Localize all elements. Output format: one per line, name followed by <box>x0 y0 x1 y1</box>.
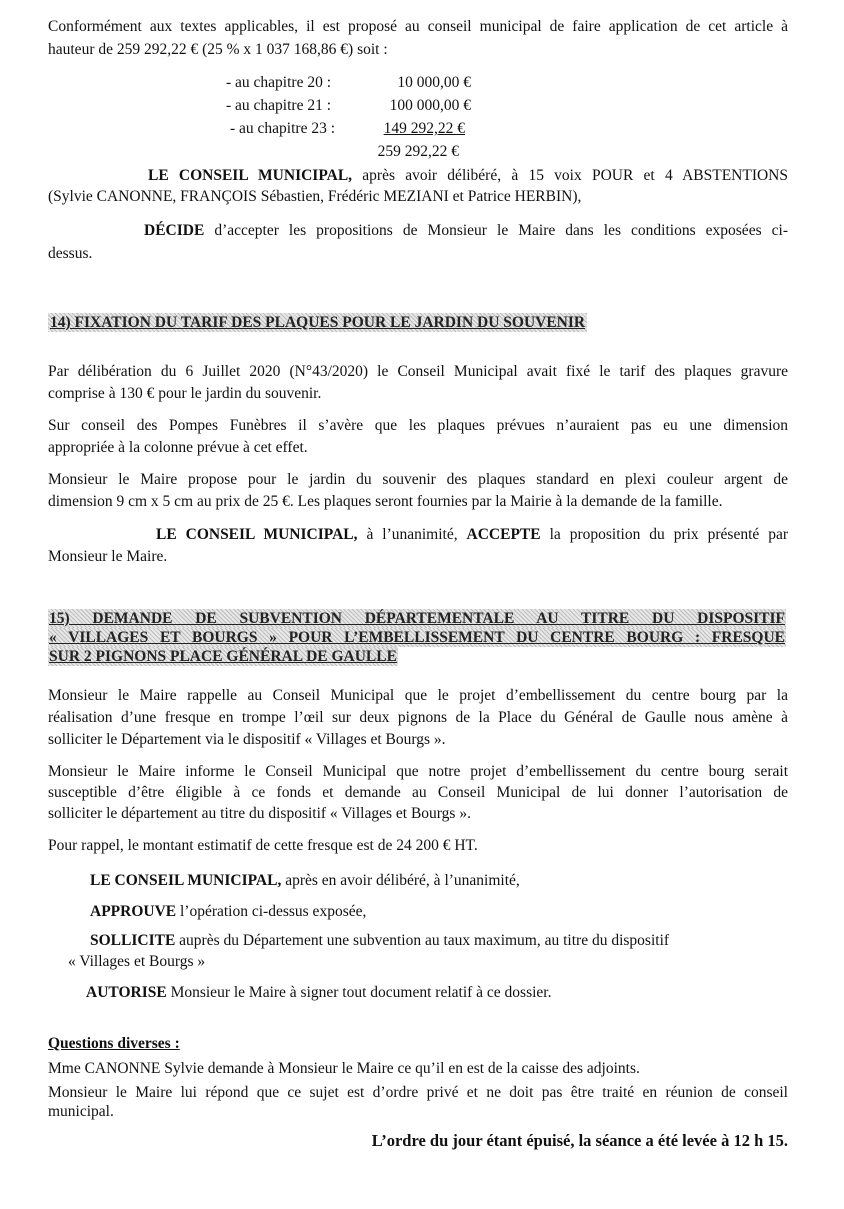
chapter-row <box>226 94 471 117</box>
vote-text: la proposition du prix présenté par <box>540 526 788 543</box>
s15-p2-line-2: susceptible d’être éligible à ce fonds et demande au Conseil Municipal de lui donner l’autorisation de <box>48 784 788 801</box>
section-14-title: 14) FIXATION DU TARIF DES PLAQUES POUR LE JARDIN DU SOUVENIR <box>50 314 586 331</box>
closing-statement: L’ordre du jour étant épuisé, la séance a été levée à 12 h 15. <box>371 1131 788 1150</box>
s14-p3-line-2: dimension 9 cm x 5 cm au prix de 25 €. Les plaques seront fournies par la Mairie à la demande de la famille. <box>48 493 723 510</box>
vote-text: auprès du Département une subvention au taux maximum, au titre du dispositif <box>175 932 670 949</box>
decide-text: d’accepter les propositions de Monsieur le Maire dans les conditions exposées ci- <box>204 222 788 239</box>
chapter-label: - au chapitre 21 : <box>226 97 332 114</box>
s15-p1-line-1: Monsieur le Maire rappelle au Conseil Municipal que le projet d’embellissement du centre bourg par la <box>48 687 788 704</box>
council-label: LE CONSEIL MUNICIPAL, <box>148 167 353 184</box>
section-15-title-line: 15) DEMANDE DE SUBVENTION DÉPARTEMENTALE AU TITRE DU DISPOSITIF <box>49 610 785 627</box>
s15-p2-line-3: solliciter le département au titre du dispositif « Villages et Bourgs ». <box>48 805 471 822</box>
autorise-label: AUTORISE <box>86 984 167 1001</box>
s14-p1-line-1: Par délibération du 6 Juillet 2020 (N°43/2020) le Conseil Municipal avait fixé le tarif des plaques gravure <box>48 363 788 380</box>
decide-line-2: dessus. <box>48 245 93 262</box>
council-label: LE CONSEIL MUNICIPAL, <box>90 872 282 889</box>
council-label: LE CONSEIL MUNICIPAL, <box>156 526 358 543</box>
chapter-label: - au chapitre 20 : <box>226 74 332 91</box>
s14-p2-line-2: appropriée à la colonne prévue à cet effet. <box>48 439 308 456</box>
chapter-amount: 149 292,22 € <box>383 120 465 137</box>
s15-p1-line-3: solliciter le Département via le dispositif « Villages et Bourgs ». <box>48 731 446 748</box>
chapter-row <box>226 117 471 140</box>
approuve-label: APPROUVE <box>90 903 177 920</box>
s15-approuve <box>90 901 790 922</box>
decide-label: DÉCIDE <box>144 222 205 239</box>
chapter-row <box>226 71 471 94</box>
s15-sollicite <box>90 930 790 951</box>
chapter-label: - au chapitre 23 : <box>230 120 336 137</box>
chapter-total-row <box>226 140 471 163</box>
intro-line-1: Conformément aux textes applicables, il est proposé au conseil municipal de faire application de cet article à <box>48 18 788 35</box>
vote-paragraph-line-2: (Sylvie CANONNE, FRANÇOIS Sébastien, Frédéric MEZIANI et Patrice HERBIN), <box>48 188 582 205</box>
s15-p3: Pour rappel, le montant estimatif de cette fresque est de 24 200 € HT. <box>48 837 478 854</box>
decide-line-1 <box>48 220 788 241</box>
chapter-amount: 10 000,00 € <box>397 74 471 91</box>
vote-text: après avoir délibéré, à 15 voix POUR et 4 ABSTENTIONS <box>352 167 789 184</box>
questions-line-1: Mme CANONNE Sylvie demande à Monsieur le Maire ce qu’il en est de la caisse des adjoints. <box>48 1060 640 1077</box>
s15-vote-council <box>90 870 790 891</box>
accepte-label: ACCEPTE <box>466 526 541 543</box>
section-15-title <box>48 609 786 672</box>
questions-title: Questions diverses : <box>48 1035 180 1052</box>
vote-text: l’opération ci-dessus exposée, <box>176 903 367 920</box>
s14-vote-line-2: Monsieur le Maire. <box>48 548 168 565</box>
s15-autorise <box>86 982 786 1003</box>
intro-line-2: hauteur de 259 292,22 € (25 % x 1 037 168,86 €) soit : <box>48 41 388 58</box>
chapter-amount: 100 000,00 € <box>389 97 471 114</box>
vote-text: après en avoir délibéré, à l’unanimité, <box>281 872 520 889</box>
s14-p1-line-2: comprise à 130 € pour le jardin du souvenir. <box>48 385 322 402</box>
s15-sollicite-line-2: « Villages et Bourgs » <box>68 953 206 970</box>
chapter-breakdown <box>226 71 471 163</box>
questions-line-2: Monsieur le Maire lui répond que ce sujet est d’ordre privé et ne doit pas être traité en réunion de conseil <box>48 1084 788 1101</box>
vote-text: Monsieur le Maire à signer tout document relatif à ce dossier. <box>166 984 552 1001</box>
s14-vote-line-1 <box>48 524 788 545</box>
section-15-title-line: SUR 2 PIGNONS PLACE GÉNÉRAL DE GAULLE <box>49 648 397 665</box>
sollicite-label: SOLLICITE <box>90 932 176 949</box>
s15-p2-line-1: Monsieur le Maire informe le Conseil Municipal que notre projet d’embellissement du centre bourg serait <box>48 763 788 780</box>
chapter-total: 259 292,22 € <box>377 143 459 160</box>
vote-text: à l’unanimité, <box>357 526 467 543</box>
questions-line-3: municipal. <box>48 1103 114 1120</box>
s14-p2-line-1: Sur conseil des Pompes Funèbres il s’avère que les plaques prévues n’auraient pas eu une dimension <box>48 417 788 434</box>
vote-paragraph-line-1 <box>48 165 788 186</box>
s14-p3-line-1: Monsieur le Maire propose pour le jardin du souvenir des plaques standard en plexi couleur argent de <box>48 471 788 488</box>
s15-p1-line-2: réalisation d’une fresque en trompe l’œil sur deux pignons de la Place du Général de Gaulle nous amène à <box>48 709 788 726</box>
section-15-title-line: « VILLAGES ET BOURGS » POUR L’EMBELLISSEMENT DU CENTRE BOURG : FRESQUE <box>49 629 785 646</box>
